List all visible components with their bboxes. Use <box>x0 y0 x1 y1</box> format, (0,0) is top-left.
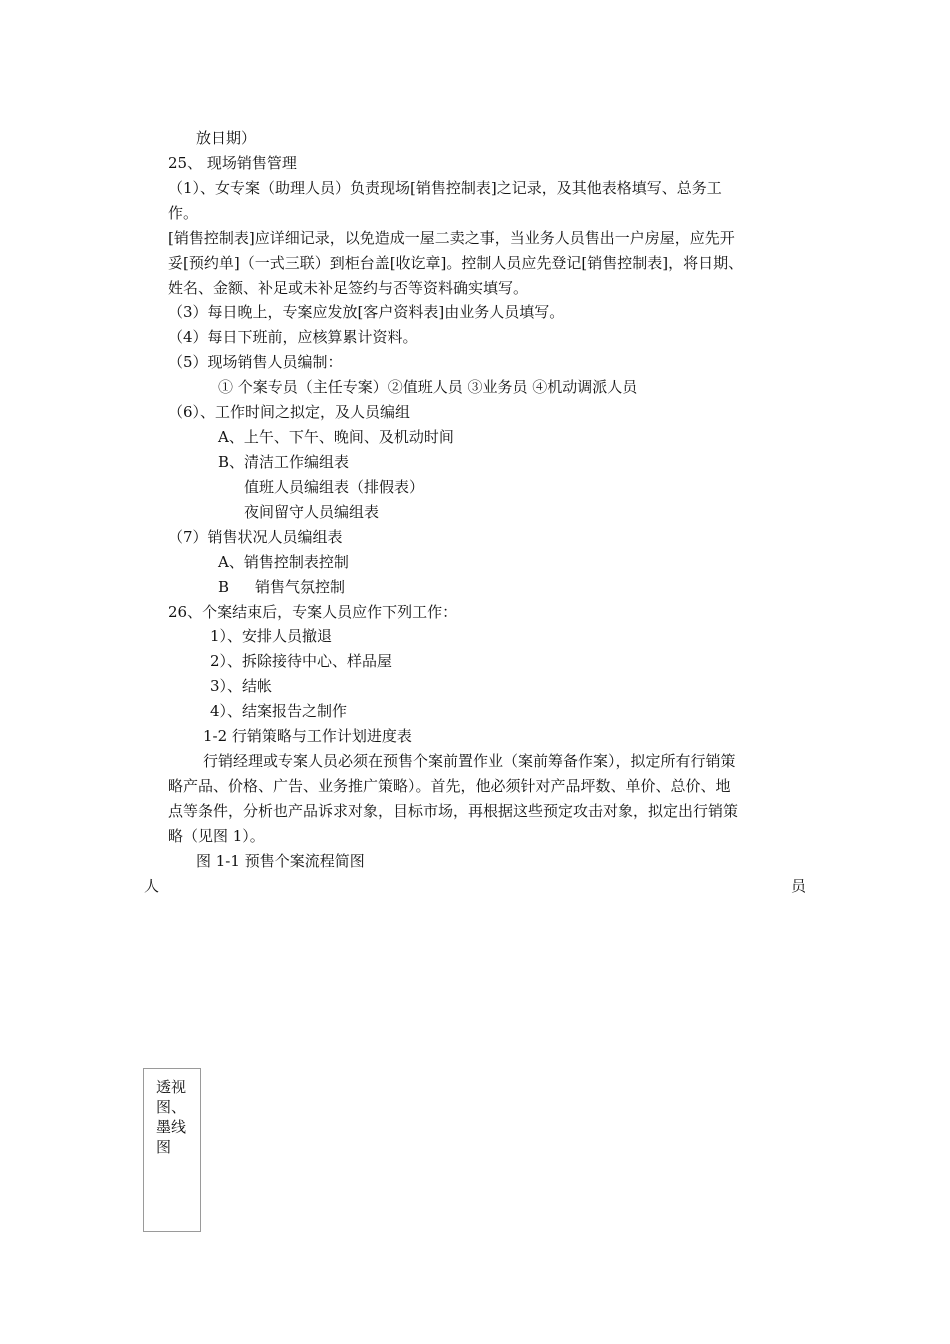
flowchart-right-fragment: 员 <box>790 877 806 895</box>
item-1-line-2: 作。 <box>168 204 199 222</box>
figure-caption: 图 1-1 预售个案流程简图 <box>196 852 365 870</box>
item-1-line-1: （1）、女专案（助理人员）负责现场[销售控制表]之记录，及其他表格填写、总务工 <box>168 179 722 197</box>
section-26-item-1: 1）、安排人员撤退 <box>210 627 333 645</box>
item-6-a: A、上午、下午、晚间、及机动时间 <box>218 428 454 446</box>
item-7-label: （7）销售状况人员编组表 <box>168 528 343 546</box>
item-6-b-1: 值班人员编组表（排假表） <box>244 478 425 496</box>
section-25-heading: 25、 现场销售管理 <box>168 154 297 172</box>
strategy-paragraph-line-4: 略（见图 1）。 <box>168 827 265 845</box>
item-7-a: A、销售控制表控制 <box>218 553 349 571</box>
strategy-paragraph-line-2: 略产品、价格、广告、业务推广策略）。首先，他必须针对产品坪数、单价、总价、地 <box>168 777 731 795</box>
item-6-b: B、清洁工作编组表 <box>218 453 350 471</box>
item-3-text: （3）每日晚上，专案应发放[客户资料表]由业务人员填写。 <box>168 303 565 321</box>
item-7-b-letter: B <box>218 578 230 596</box>
section-26-heading: 26、个案结束后，专案人员应作下列工作： <box>168 603 458 621</box>
item-4-text: （4）每日下班前，应核算累计资料。 <box>168 328 418 346</box>
continuation-text: 放日期） <box>196 129 257 147</box>
paragraph-line-2: 妥[预约单]（一式三联）到柜台盖[收讫章]。控制人员应先登记[销售控制表]，将日期、 <box>168 254 744 272</box>
section-26-item-4: 4）、结案报告之制作 <box>210 702 348 720</box>
item-5-detail: ① 个案专员（主任专案）②值班人员 ③业务员 ④机动调派人员 <box>218 378 638 396</box>
item-6-label: （6）、工作时间之拟定，及人员编组 <box>168 403 411 421</box>
section-1-2-heading: 1-2 行销策略与工作计划进度表 <box>203 727 412 745</box>
flowchart-left-fragment: 人 <box>144 877 160 895</box>
section-26-item-2: 2）、拆除接待中心、样品屋 <box>210 652 393 670</box>
flowchart-box-label: 透视图、墨线图 <box>156 1078 187 1156</box>
strategy-paragraph-line-3: 点等条件，分析也产品诉求对象，目标市场，再根据这些预定攻击对象，拟定出行销策 <box>168 802 739 820</box>
paragraph-line-3: 姓名、金额、补足或未补足签约与否等资料确实填写。 <box>168 279 529 297</box>
strategy-paragraph-line-1: 行销经理或专案人员必须在预售个案前置作业（案前筹备作案），拟定所有行销策 <box>203 752 736 770</box>
flowchart-box <box>143 1068 201 1232</box>
item-7-b <box>218 575 345 599</box>
paragraph-line-1: [销售控制表]应详细记录，以免造成一屋二卖之事，当业务人员售出一户房屋，应先开 <box>168 229 735 247</box>
item-5-label: （5）现场销售人员编制： <box>168 353 343 371</box>
item-7-b-text: 销售气氛控制 <box>255 578 346 596</box>
item-6-b-2: 夜间留守人员编组表 <box>244 503 380 521</box>
section-26-item-3: 3）、结帐 <box>210 677 273 695</box>
